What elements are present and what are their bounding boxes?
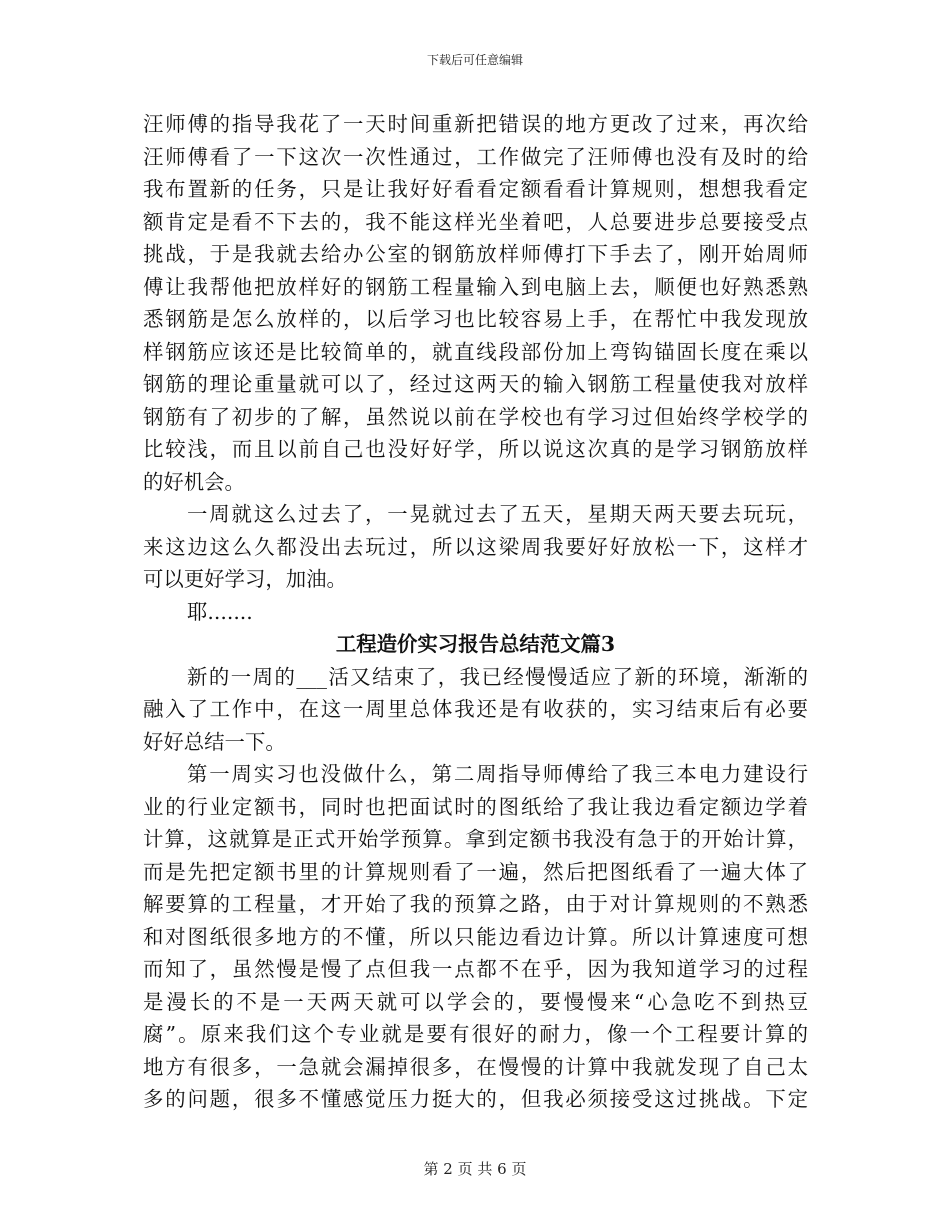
text-line: 的好机会。 (143, 469, 245, 494)
text-line: 钢筋的理论重量就可以了，经过这两天的输入钢筋工程量使我对放样 (143, 372, 808, 396)
text-line: 挑战，于是我就去给办公室的钢筋放样师傅打下手去了，刚开始周师 (143, 242, 808, 266)
text-line: 一周就这么过去了，一晃就过去了五天，星期天两天要去玩玩， (187, 502, 808, 526)
text-line: 解要算的工程量，才开始了我的预算之路，由于对计算规则的不熟悉 (143, 892, 808, 916)
text-line: 而知了，虽然慢是慢了点但我一点都不在乎，因为我知道学习的过程 (143, 957, 808, 981)
text-line: 是漫长的不是一天两天就可以学会的，要慢慢来“心急吃不到热豆 (143, 989, 808, 1014)
section-title: 工程造价实习报告总结范文篇3 (335, 632, 616, 656)
document-body (143, 108, 808, 1116)
text-line: 汪师傅看了一下这次一次性通过，工作做完了汪师傅也没有及时的给 (143, 144, 808, 169)
text-line: 融入了工作中，在这一周里总体我还是有收获的，实习结束后有必要 (143, 697, 808, 721)
text-line: 多的问题，很多不懂感觉压力挺大的，但我必须接受这过挑战。下定 (143, 1087, 808, 1111)
text-line: 悉钢筋是怎么放样的，以后学习也比较容易上手，在帮忙中我发现放 (143, 307, 808, 331)
text-line: 计算，这就算是正式开始学预算。拿到定额书我没有急于的开始计算， (143, 827, 808, 851)
paragraph (143, 661, 808, 759)
text-line: 新的一周的___活又结束了，我已经慢慢适应了新的环境，渐渐的 (187, 664, 808, 689)
text-line: 可以更好学习，加油。 (143, 567, 347, 591)
text-line: 和对图纸很多地方的不懂，所以只能边看边计算。所以计算速度可想 (143, 924, 808, 949)
text-line: 额肯定是看不下去的，我不能这样光坐着吧，人总要进步总要接受点 (143, 209, 808, 234)
paragraph (143, 758, 808, 1116)
text-line: 第一周实习也没做什么，第二周指导师傅给了我三本电力建设行 (187, 762, 808, 786)
text-line: 汪师傅的指导我花了一天时间重新把错误的地方更改了过来，再次给 (143, 112, 808, 136)
text-line: 样钢筋应该还是比较简单的，就直线段部份加上弯钩锚固长度在乘以 (143, 339, 808, 364)
text-line: 比较浅，而且以前自己也没好好学，所以说这次真的是学习钢筋放样 (143, 437, 808, 461)
text-line: 腐”。原来我们这个专业就是要有很好的耐力，像一个工程要计算的 (143, 1022, 808, 1046)
text-line: 业的行业定额书，同时也把面试时的图纸给了我让我边看定额边学着 (143, 794, 808, 819)
page-header: 下载后可任意编辑 (426, 53, 523, 67)
text-line: 耶....... (187, 599, 253, 624)
text-line: 地方有很多，一急就会漏掉很多，在慢慢的计算中我就发现了自己太 (143, 1054, 808, 1079)
paragraph (143, 498, 808, 596)
page-footer: 第 2 页 共 6 页 (423, 1160, 527, 1178)
paragraph (143, 596, 808, 629)
text-line: 钢筋有了初步的了解，虽然说以前在学校也有学习过但始终学校学的 (143, 404, 808, 429)
text-line: 傅让我帮他把放样好的钢筋工程量输入到电脑上去，顺便也好熟悉熟 (143, 274, 808, 299)
text-line: 好好总结一下。 (143, 729, 286, 754)
paragraph (143, 108, 808, 498)
text-line: 来这边这么久都没出去玩过，所以这梁周我要好好放松一下，这样才 (143, 534, 808, 559)
text-line: 我布置新的任务，只是让我好好看看定额看看计算规则，想想我看定 (143, 177, 808, 201)
text-line: 而是先把定额书里的计算规则看了一遍，然后把图纸看了一遍大体了 (143, 859, 808, 884)
